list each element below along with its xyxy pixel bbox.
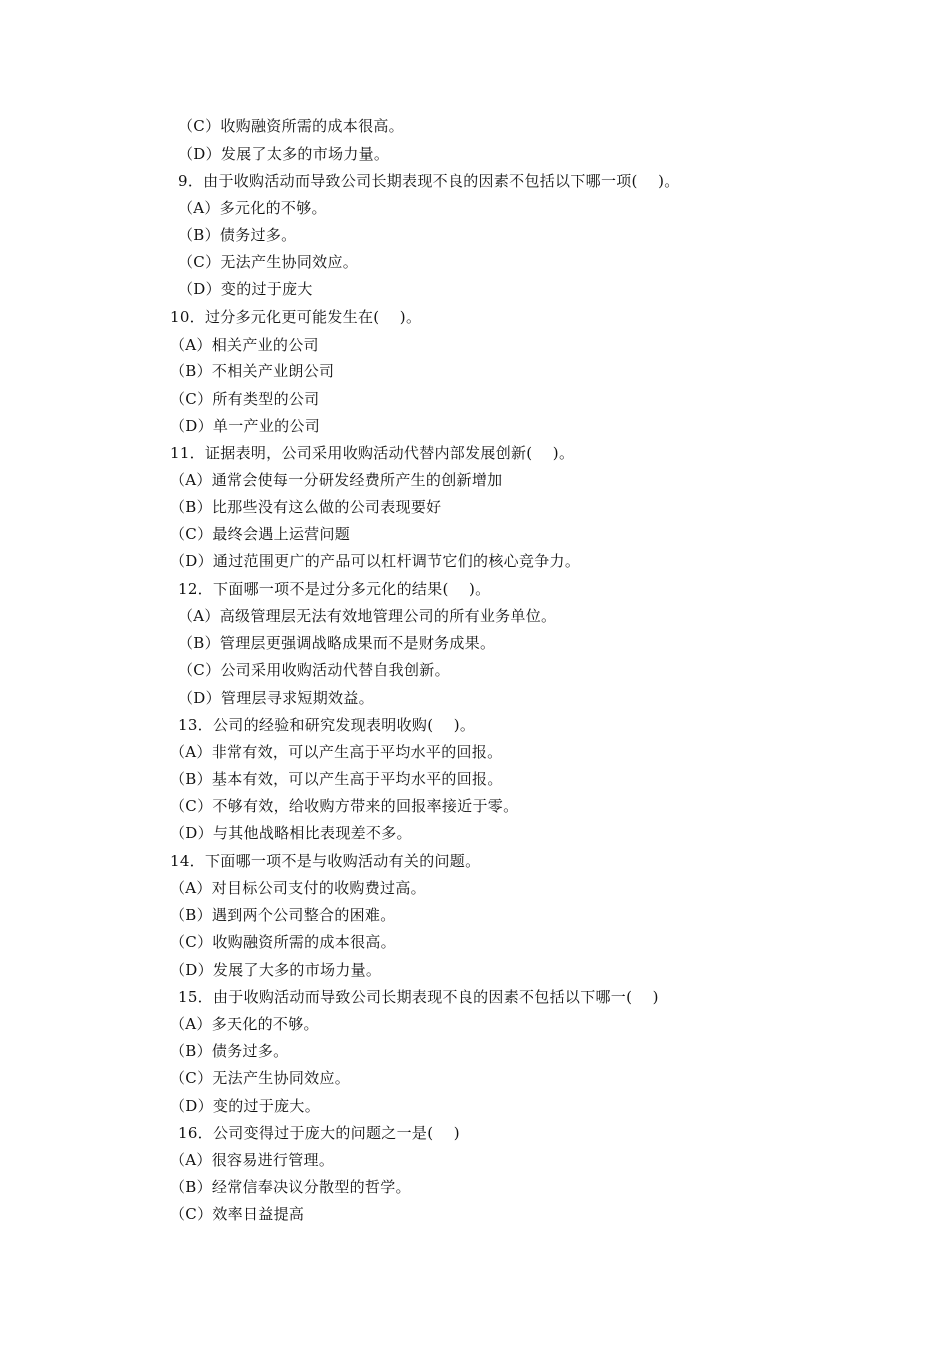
option-13a: （A）非常有效，可以产生高于平均水平的回报。 xyxy=(170,743,503,761)
option-9a: （A）多元化的不够。 xyxy=(178,199,327,217)
option-12d: （D）管理层寻求短期效益。 xyxy=(178,689,374,707)
option-14d: （D）发展了大多的市场力量。 xyxy=(170,961,382,979)
option-16c: （C）效率日益提高 xyxy=(170,1205,305,1223)
option-8d: （D）发展了太多的市场力量。 xyxy=(178,145,390,163)
option-13d: （D）与其他战略相比表现差不多。 xyxy=(170,824,412,842)
option-14b: （B）遇到两个公司整合的困难。 xyxy=(170,906,396,924)
option-11d: （D）通过范围更广的产品可以杠杆调节它们的核心竞争力。 xyxy=(170,552,581,570)
question-12: 12．下面哪一项不是过分多元化的结果( )。 xyxy=(178,580,491,598)
option-14c: （C）收购融资所需的成本很高。 xyxy=(170,933,396,951)
option-10a: （A）相关产业的公司 xyxy=(170,336,319,354)
option-11c: （C）最终会遇上运营问题 xyxy=(170,525,351,543)
option-15a: （A）多天化的不够。 xyxy=(170,1015,319,1033)
question-9: 9．由于收购活动而导致公司长期表现不良的因素不包括以下哪一项( )。 xyxy=(178,172,680,190)
question-11: 11．证据表明，公司采用收购活动代替内部发展创新( )。 xyxy=(170,444,575,462)
option-10c: （C）所有类型的公司 xyxy=(170,390,320,408)
option-15d: （D）变的过于庞大。 xyxy=(170,1097,321,1115)
option-16a: （A）很容易进行管理。 xyxy=(170,1151,335,1169)
option-9c: （C）无法产生协同效应。 xyxy=(178,253,359,271)
option-10b: （B）不相关产业朗公司 xyxy=(170,362,335,380)
option-13c: （C）不够有效，给收购方带来的回报率接近于零。 xyxy=(170,797,519,815)
option-14a: （A）对目标公司支付的收购费过高。 xyxy=(170,879,426,897)
option-9b: （B）债务过多。 xyxy=(178,226,297,244)
option-11a: （A）通常会使每一分研发经费所产生的创新增加 xyxy=(170,471,503,489)
option-13b: （B）基本有效，可以产生高于平均水平的回报。 xyxy=(170,770,503,788)
question-10: 10．过分多元化更可能发生在( )。 xyxy=(170,308,422,326)
question-14: 14．下面哪一项不是与收购活动有关的问题。 xyxy=(170,852,481,870)
question-13: 13．公司的经验和研究发现表明收购( )。 xyxy=(178,716,476,734)
option-16b: （B）经常信奉决议分散型的哲学。 xyxy=(170,1178,411,1196)
question-16: 16．公司变得过于庞大的问题之一是( ) xyxy=(178,1124,460,1142)
option-12b: （B）管理层更强调战略成果而不是财务成果。 xyxy=(178,634,496,652)
option-8c: （C）收购融资所需的成本很高。 xyxy=(178,117,404,135)
option-12c: （C）公司采用收购活动代替自我创新。 xyxy=(178,661,450,679)
option-9d: （D）变的过于庞大 xyxy=(178,280,313,298)
option-12a: （A）高级管理层无法有效地管理公司的所有业务单位。 xyxy=(178,607,557,625)
option-15b: （B）债务过多。 xyxy=(170,1042,289,1060)
question-15: 15．由于收购活动而导致公司长期表现不良的因素不包括以下哪一( ) xyxy=(178,988,659,1006)
option-10d: （D）单一产业的公司 xyxy=(170,417,321,435)
option-15c: （C）无法产生协同效应。 xyxy=(170,1069,351,1087)
option-11b: （B）比那些没有这么做的公司表现要好 xyxy=(170,498,442,516)
